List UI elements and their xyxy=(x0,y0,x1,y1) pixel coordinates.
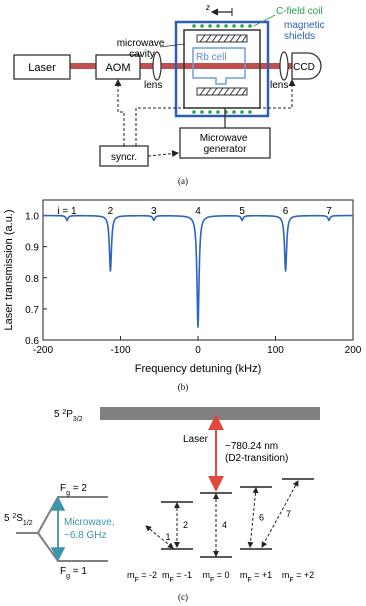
z-axis-label: z xyxy=(206,3,210,12)
mf-label: $m_F = +2$ xyxy=(281,570,315,584)
fg1-label: $F_g = 1$ xyxy=(60,566,87,580)
y-axis-ticks xyxy=(25,212,47,347)
panel-b-label: (b) xyxy=(177,382,189,392)
coil-dot xyxy=(224,24,228,28)
y-tick-label: 0.7 xyxy=(25,304,39,316)
x-tick-label: 200 xyxy=(344,345,362,356)
z-axis-arrow xyxy=(205,3,232,16)
panel-c-label: (c) xyxy=(178,592,188,602)
lens-right-label: lens xyxy=(270,80,289,91)
spectrum-chart xyxy=(3,200,362,392)
transition-number: 7 xyxy=(286,509,292,519)
x-axis-ticks xyxy=(33,336,362,356)
dip-label: 7 xyxy=(326,206,332,217)
sync-label: syncr. xyxy=(110,152,138,163)
coil-dot xyxy=(232,24,236,28)
transition-label: (D2-transition) xyxy=(225,453,289,464)
x-axis-title: Frequency detuning (kHz) xyxy=(134,363,262,375)
lens-left-label: lens xyxy=(144,80,163,91)
coil-dot xyxy=(192,110,196,114)
mf-label: $m_F = +1$ xyxy=(239,570,273,584)
coil-dot xyxy=(240,24,244,28)
microwave-frequency: ~6.8 GHz xyxy=(64,530,107,541)
generator-label: Microwave generator xyxy=(199,133,248,155)
fg2-label: $F_g = 2$ xyxy=(60,483,87,497)
rb-cell-label: Rb cell xyxy=(196,52,227,63)
coil-dot xyxy=(208,110,212,114)
cavity-antenna-top xyxy=(197,35,247,42)
dashed-transition xyxy=(262,481,298,547)
cavity-label-line2: cavity xyxy=(129,49,155,60)
x-tick-label: -200 xyxy=(32,345,54,356)
wavelength-label: ~780.24 nm xyxy=(225,441,279,452)
coil-dot xyxy=(216,110,220,114)
setup-diagram xyxy=(14,3,327,186)
lens-right xyxy=(280,52,288,80)
ground-state-lines xyxy=(16,497,108,561)
cavity-label-line1: microwave xyxy=(116,38,165,49)
transition-number: 1 xyxy=(165,532,171,542)
ccd-label: CCD xyxy=(293,62,315,73)
cavity-antenna-bottom xyxy=(197,88,247,95)
transition-number: 6 xyxy=(259,512,265,523)
excited-state-label: 5 $^2P_{3/2}$ xyxy=(54,408,83,423)
mf-label: $m_F = -2$ xyxy=(126,570,158,584)
dip-label: 6 xyxy=(282,206,289,217)
aom-label: AOM xyxy=(105,62,131,74)
transition-number: 4 xyxy=(222,520,228,530)
mf-label: $m_F = 0$ xyxy=(202,570,230,584)
dip-label: 4 xyxy=(195,206,201,217)
transmission-trace xyxy=(43,216,353,328)
dip-labels xyxy=(57,206,332,217)
coil-dot xyxy=(216,24,220,28)
dip-label: 3 xyxy=(151,206,157,217)
y-tick-label: 0.6 xyxy=(25,336,39,347)
coil-dot xyxy=(248,24,252,28)
coil-dot xyxy=(208,24,212,28)
coil-dot xyxy=(240,110,244,114)
coil-label: C-field coil xyxy=(276,6,323,17)
zeeman-sublevels xyxy=(124,479,314,557)
coil-dot xyxy=(200,24,204,28)
y-tick-label: 0.9 xyxy=(25,242,39,254)
energy-level-diagram xyxy=(4,407,320,602)
coil-dot xyxy=(248,110,252,114)
x-tick-label: 100 xyxy=(267,345,284,356)
panel-a-label: (a) xyxy=(178,176,188,186)
shields-label: magnetic shields xyxy=(284,20,325,42)
dip-label: 2 xyxy=(107,206,114,217)
coil-dot xyxy=(200,110,204,114)
coil-dot xyxy=(232,110,236,114)
x-tick-label: -100 xyxy=(110,345,131,356)
mf-label: $m_F = -1$ xyxy=(161,570,193,584)
dip-label: i = 1 xyxy=(57,206,77,217)
x-tick-label: 0 xyxy=(195,345,201,356)
excited-state-bar xyxy=(100,407,320,420)
laser-arrow-label: Laser xyxy=(183,434,209,445)
dashed-transition xyxy=(250,488,256,547)
microwave-label: Microwave, xyxy=(64,517,115,528)
ground-state-label: 5 $^2S_{1/2}$ xyxy=(4,512,33,527)
dip-label: 5 xyxy=(239,206,245,217)
laser-label: Laser xyxy=(28,62,56,74)
transition-number: 2 xyxy=(183,520,189,530)
y-tick-label: 0.8 xyxy=(25,273,39,285)
coil-pointer xyxy=(254,15,275,26)
mf-labels xyxy=(127,570,314,584)
y-tick-label: 1.0 xyxy=(25,211,39,223)
coil-dot xyxy=(192,24,196,28)
y-axis-title: Laser transmission (a.u.) xyxy=(3,209,15,331)
